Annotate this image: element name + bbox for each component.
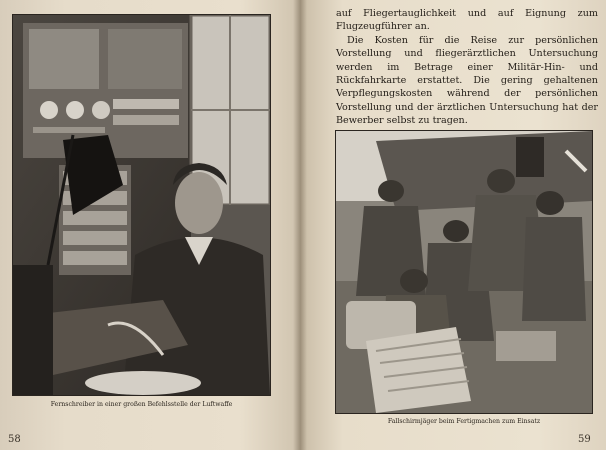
book-gutter: [293, 0, 307, 450]
body-text: [336, 7, 598, 128]
paratroopers-photo: [336, 131, 592, 413]
page-number-left: 58: [8, 434, 21, 445]
page-number-right: 59: [578, 434, 591, 445]
teleprinter-operator-photo: [13, 15, 270, 395]
paratroopers-illustration: [336, 131, 592, 413]
left-page: [0, 0, 300, 450]
teleprinter-operator-illustration: [13, 15, 270, 395]
body-paragraph-2: Die Kosten für die Reise zur persönlichen Vorstellung und fliegerärztlichen Untersuchung werden im Betrage einer Militär-Hin- und Rückfahrkarte erstattet. Die gering gehaltenen Verpflegungskosten während der persönlichen Vorstellung und der ärztlichen Untersuchung hat der Bewerber selbst zu tragen.: [336, 34, 598, 127]
left-photo-caption: Fernschreiber in einer großen Befehlsstelle der Luftwaffe: [50, 401, 233, 408]
right-photo-caption: Fallschirmjäger beim Fertigmachen zum Einsatz: [387, 418, 541, 425]
body-paragraph-1: auf Fliegertauglichkeit und auf Eignung zum Flugzeugführer an.: [336, 8, 598, 33]
